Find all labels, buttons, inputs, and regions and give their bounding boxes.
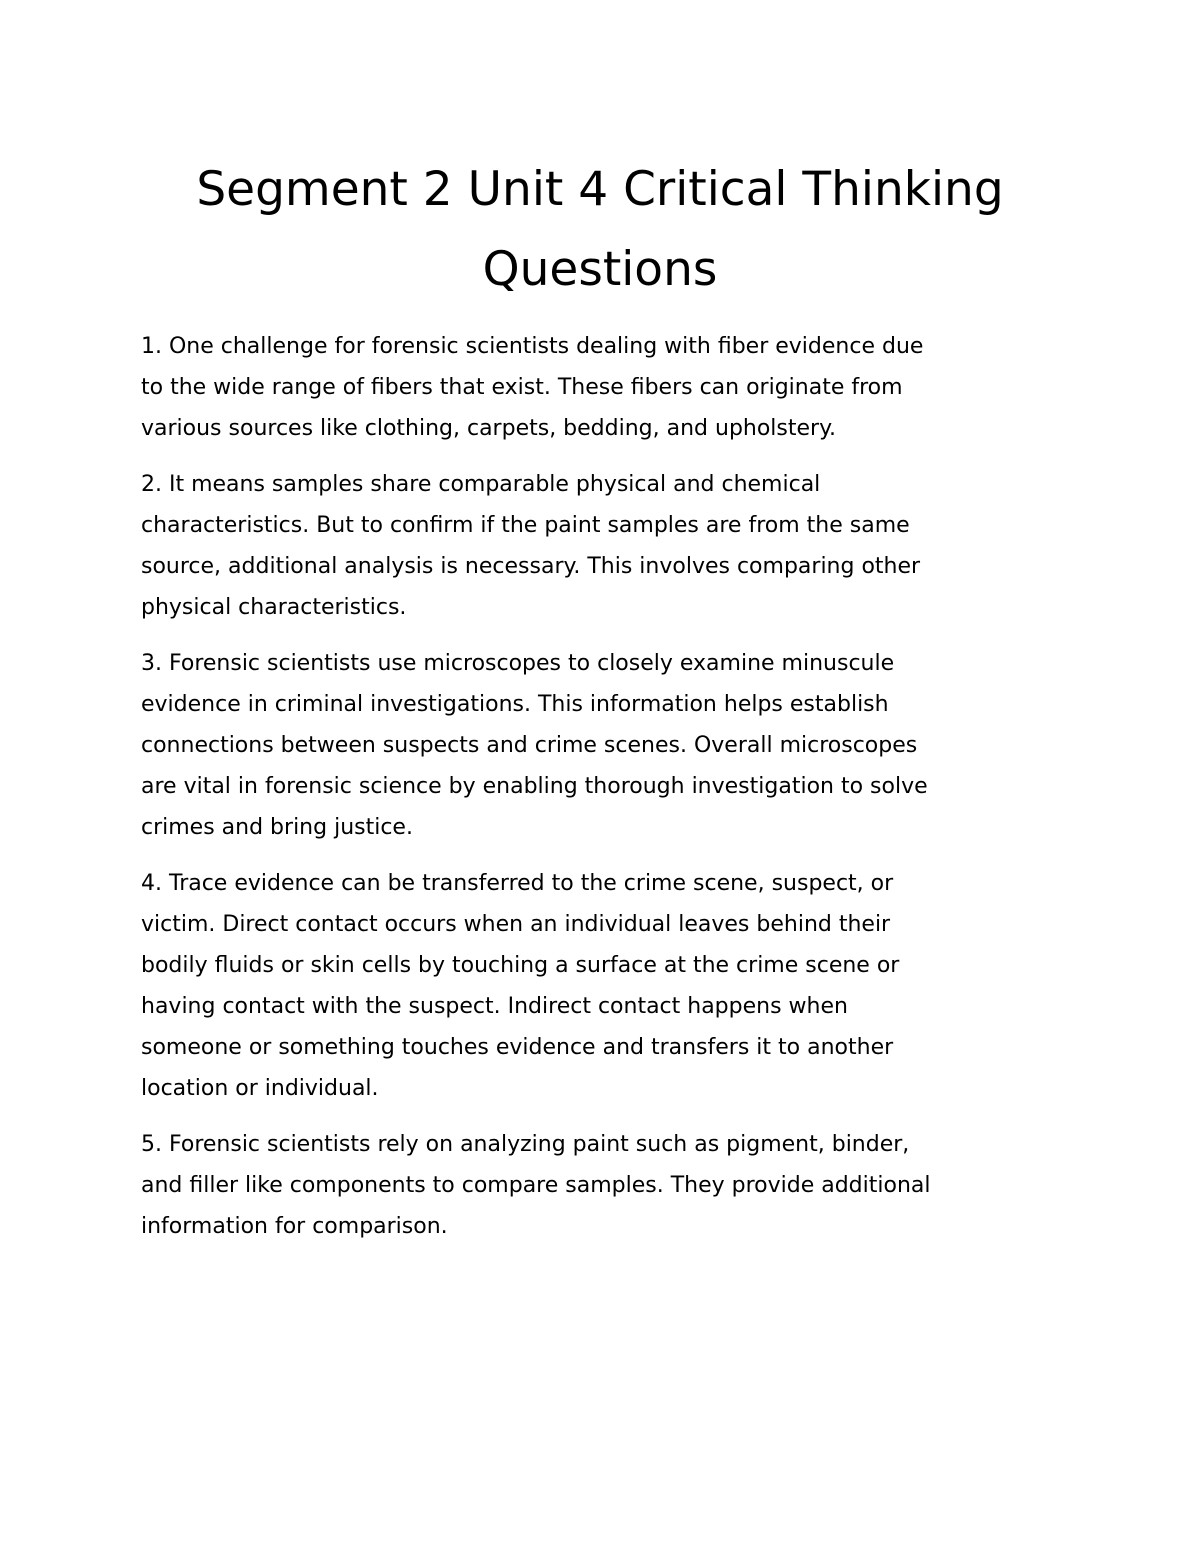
answer-line: various sources like clothing, carpets, bedding, and upholstery.: [141, 416, 836, 441]
answer-4: [141, 863, 1071, 1109]
answer-line: bodily fluids or skin cells by touching a surface at the crime scene or: [141, 953, 900, 978]
answer-line: 1. One challenge for forensic scientists dealing with fiber evidence due: [141, 334, 924, 359]
answer-line: to the wide range of fibers that exist. These fibers can originate from: [141, 375, 903, 400]
answer-line: 2. It means samples share comparable physical and chemical: [141, 472, 821, 497]
answer-line: 3. Forensic scientists use microscopes to closely examine minuscule: [141, 651, 895, 676]
answer-line: information for comparison.: [141, 1214, 448, 1239]
answer-5: [141, 1124, 1071, 1247]
answer-line: source, additional analysis is necessary. This involves comparing other: [141, 554, 921, 579]
answer-line: connections between suspects and crime scenes. Overall microscopes: [141, 733, 918, 758]
answer-line: someone or something touches evidence and transfers it to another: [141, 1035, 894, 1060]
answer-line: location or individual.: [141, 1076, 379, 1101]
answer-line: physical characteristics.: [141, 595, 407, 620]
answer-list: [141, 326, 1071, 1262]
answer-line: having contact with the suspect. Indirect contact happens when: [141, 994, 848, 1019]
answer-line: victim. Direct contact occurs when an individual leaves behind their: [141, 912, 891, 937]
answer-line: are vital in forensic science by enabling thorough investigation to solve: [141, 774, 928, 799]
answer-line: crimes and bring justice.: [141, 815, 413, 840]
title-line: Segment 2 Unit 4 Critical Thinking: [196, 162, 1004, 217]
answer-line: characteristics. But to confirm if the paint samples are from the same: [141, 513, 910, 538]
answer-3: [141, 643, 1071, 848]
answer-line: 4. Trace evidence can be transferred to the crime scene, suspect, or: [141, 871, 894, 896]
answer-line: and filler like components to compare samples. They provide additional: [141, 1173, 931, 1198]
answer-2: [141, 464, 1071, 628]
answer-line: 5. Forensic scientists rely on analyzing paint such as pigment, binder,: [141, 1132, 910, 1157]
document-title: [100, 150, 1100, 310]
answer-1: [141, 326, 1071, 449]
answer-line: evidence in criminal investigations. This information helps establish: [141, 692, 889, 717]
title-line: Questions: [482, 242, 718, 297]
